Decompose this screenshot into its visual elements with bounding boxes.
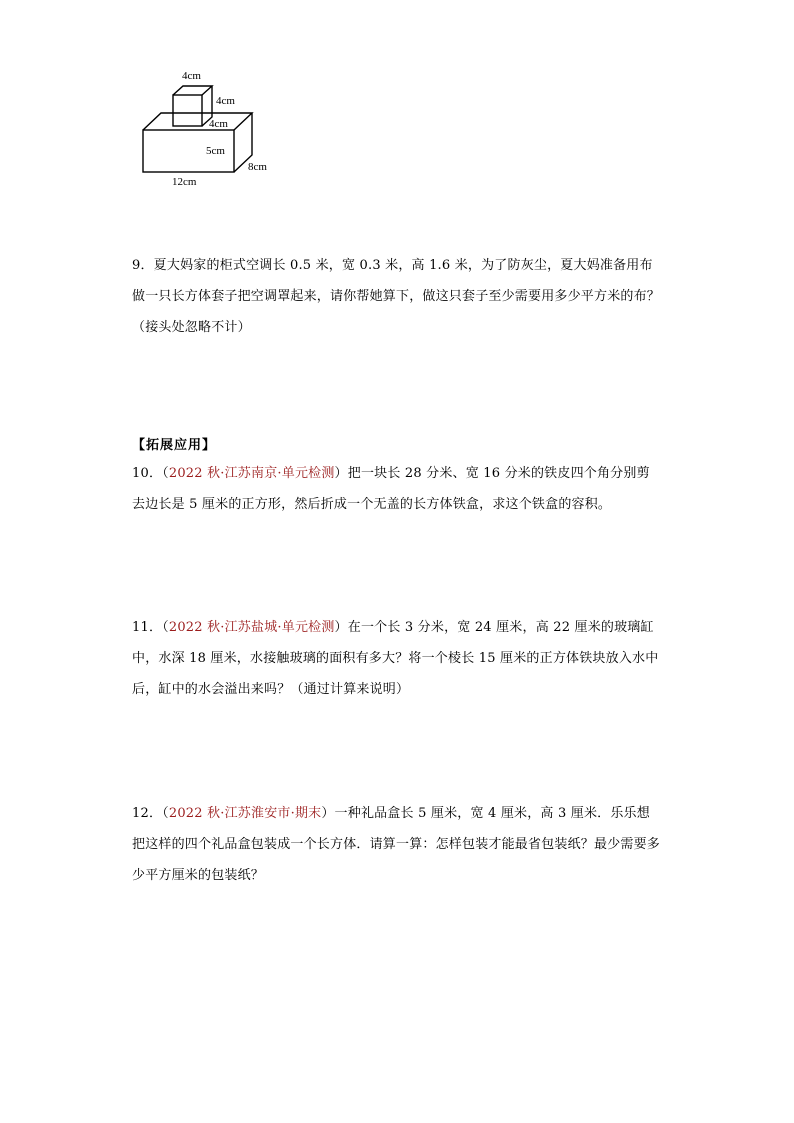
big-cuboid-top	[143, 113, 252, 130]
cuboid-figure	[128, 62, 288, 192]
paren-open: （	[162, 466, 169, 481]
problem-source-link[interactable]: 2022 秋·江苏盐城·单元检测	[168, 620, 335, 635]
problem-text: 在一个长 3 分米，宽 24 厘米，高 22 厘米的玻璃缸中，水深 18 厘米，水接触玻璃的面积有多大？将一个棱长 15 厘米的正方体铁块放入水中后，缸中的水会溢出来吗？（通过计算来说明）	[132, 620, 659, 697]
problem-12-body	[132, 798, 662, 891]
problem-number: 9．	[132, 258, 154, 273]
label-big-length: 12cm	[172, 176, 197, 188]
problem-10	[132, 458, 662, 520]
problem-text: 把一块长 28 分米、宽 16 分米的铁皮四个角分别剪去边长是 5 厘米的正方形，然后折成一个无盖的长方体铁盒，求这个铁盒的容积。	[132, 466, 650, 512]
problem-number: 12．	[132, 806, 163, 821]
problem-9	[132, 250, 662, 343]
problem-source-link[interactable]: 2022 秋·江苏淮安市·期末	[168, 806, 322, 821]
problem-10-body	[132, 458, 662, 520]
stacked-cuboid-diagram	[128, 62, 288, 192]
problem-11	[132, 612, 662, 705]
label-small-right: 4cm	[216, 95, 235, 107]
problem-12	[132, 798, 662, 891]
section-title: 【拓展应用】	[132, 438, 217, 453]
label-small-top: 4cm	[182, 70, 201, 82]
label-big-depth: 8cm	[248, 161, 267, 173]
problem-source-link[interactable]: 2022 秋·江苏南京·单元检测	[168, 466, 335, 481]
problem-number: 10．	[132, 466, 163, 481]
paren-close: ）	[334, 466, 348, 481]
label-small-depth: 4cm	[209, 118, 228, 130]
paren-open: （	[162, 806, 169, 821]
problem-number: 11．	[132, 620, 163, 635]
paren-close: ）	[321, 806, 335, 821]
label-big-height: 5cm	[206, 145, 225, 157]
paren-open: （	[162, 620, 169, 635]
problem-text: 一种礼品盒长 5 厘米，宽 4 厘米，高 3 厘米．乐乐想把这样的四个礼品盒包装成一个长方体．请算一算：怎样包装才能最省包装纸？最少需要多少平方厘米的包装纸？	[132, 806, 661, 883]
small-cube-top	[173, 86, 212, 95]
problem-text: 夏大妈家的柜式空调长 0.5 米，宽 0.3 米，高 1.6 米，为了防灰尘，夏大妈准备用布做一只长方体套子把空调罩起来，请你帮她算下，做这只套子至少需要用多少平方米的布？（接头处忽略不计）	[132, 258, 661, 335]
paren-close: ）	[334, 620, 348, 635]
problem-11-body	[132, 612, 662, 705]
problem-9-body	[132, 250, 662, 343]
small-cube-front	[173, 95, 202, 126]
